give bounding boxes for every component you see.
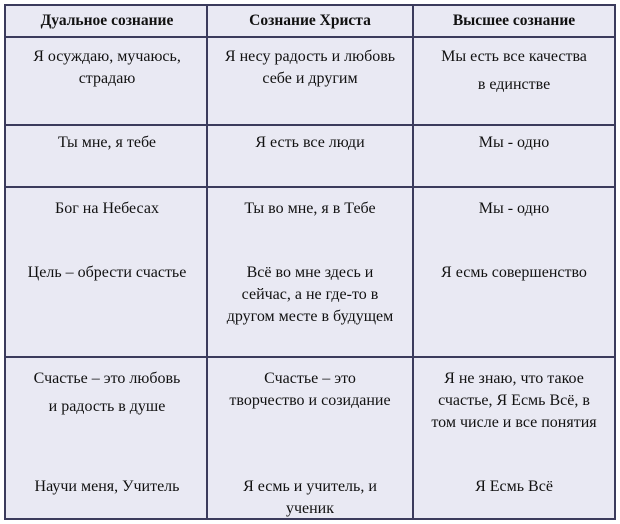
row-divider-3: [6, 356, 614, 358]
row4-higher-cell-bottom: [414, 476, 614, 498]
cell-line: Я есть все люди: [255, 134, 365, 151]
cell-line: Я не знаю, что такое: [444, 370, 584, 387]
row3-christ-cell-top: [208, 198, 412, 220]
row-divider-2: [6, 186, 614, 188]
cell-line: сейчас, а не где-то в: [241, 286, 379, 303]
cell-line: Я осуждаю, мучаюсь,: [33, 48, 181, 65]
header-divider: [6, 36, 614, 38]
row4-dual-cell-bottom: [8, 476, 206, 498]
row3-dual-cell-bottom: [8, 262, 206, 284]
header-higher-consciousness: Высшее сознание: [452, 12, 576, 29]
cell-line: Я есмь совершенство: [441, 264, 587, 281]
cell-line: Бог на Небесах: [55, 200, 159, 217]
cell-line: Счастье – это: [264, 370, 356, 387]
cell-line: Мы - одно: [478, 200, 550, 217]
row4-christ-cell-bottom: [208, 476, 412, 520]
header-dual-consciousness: Дуальное сознание: [40, 12, 174, 29]
row4-christ-cell-top: [208, 368, 412, 412]
row2-dual-cell: [8, 132, 206, 154]
cell-line: в единстве: [477, 76, 551, 93]
consciousness-table: [4, 4, 616, 520]
row3-dual-cell-top: [8, 198, 206, 220]
row2-higher-cell: [414, 132, 614, 154]
cell-line: счастье, Я Есмь Всё, в: [438, 392, 590, 409]
cell-line: другом месте в будущем: [226, 308, 394, 325]
row3-higher-cell-top: [414, 198, 614, 220]
cell-line: и радость в душе: [48, 398, 166, 415]
cell-line: Мы - одно: [478, 134, 550, 151]
cell-line: страдаю: [78, 70, 136, 87]
row3-christ-cell-bottom: [208, 262, 412, 328]
cell-line: Я Есмь Всё: [475, 478, 553, 495]
cell-line: Всё во мне здесь и: [246, 264, 374, 281]
cell-line: Я несу радость и любовь: [224, 48, 396, 65]
row1-higher-cell: [414, 46, 614, 96]
header-christ-consciousness: Сознание Христа: [249, 12, 371, 29]
cell-line: творчество и созидание: [229, 392, 391, 409]
row4-dual-cell-top: [8, 368, 206, 418]
row3-higher-cell-bottom: [414, 262, 614, 284]
cell-line: Цель – обрести счастье: [27, 264, 187, 281]
row2-christ-cell: [208, 132, 412, 154]
row1-christ-cell: [208, 46, 412, 90]
cell-line: себе и другим: [262, 70, 358, 87]
cell-line: ученик: [285, 500, 335, 517]
cell-line: Научи меня, Учитель: [34, 478, 180, 495]
cell-line: Я есмь и учитель, и: [243, 478, 377, 495]
cell-line: том числе и все понятия: [431, 414, 597, 431]
cell-line: Мы есть все качества: [441, 48, 587, 65]
cell-line: Счастье – это любовь: [33, 370, 181, 387]
row1-dual-cell: [8, 46, 206, 90]
row-divider-1: [6, 124, 614, 126]
row4-higher-cell-top: [414, 368, 614, 434]
cell-line: Ты во мне, я в Тебе: [244, 200, 376, 217]
cell-line: Ты мне, я тебе: [58, 134, 156, 151]
